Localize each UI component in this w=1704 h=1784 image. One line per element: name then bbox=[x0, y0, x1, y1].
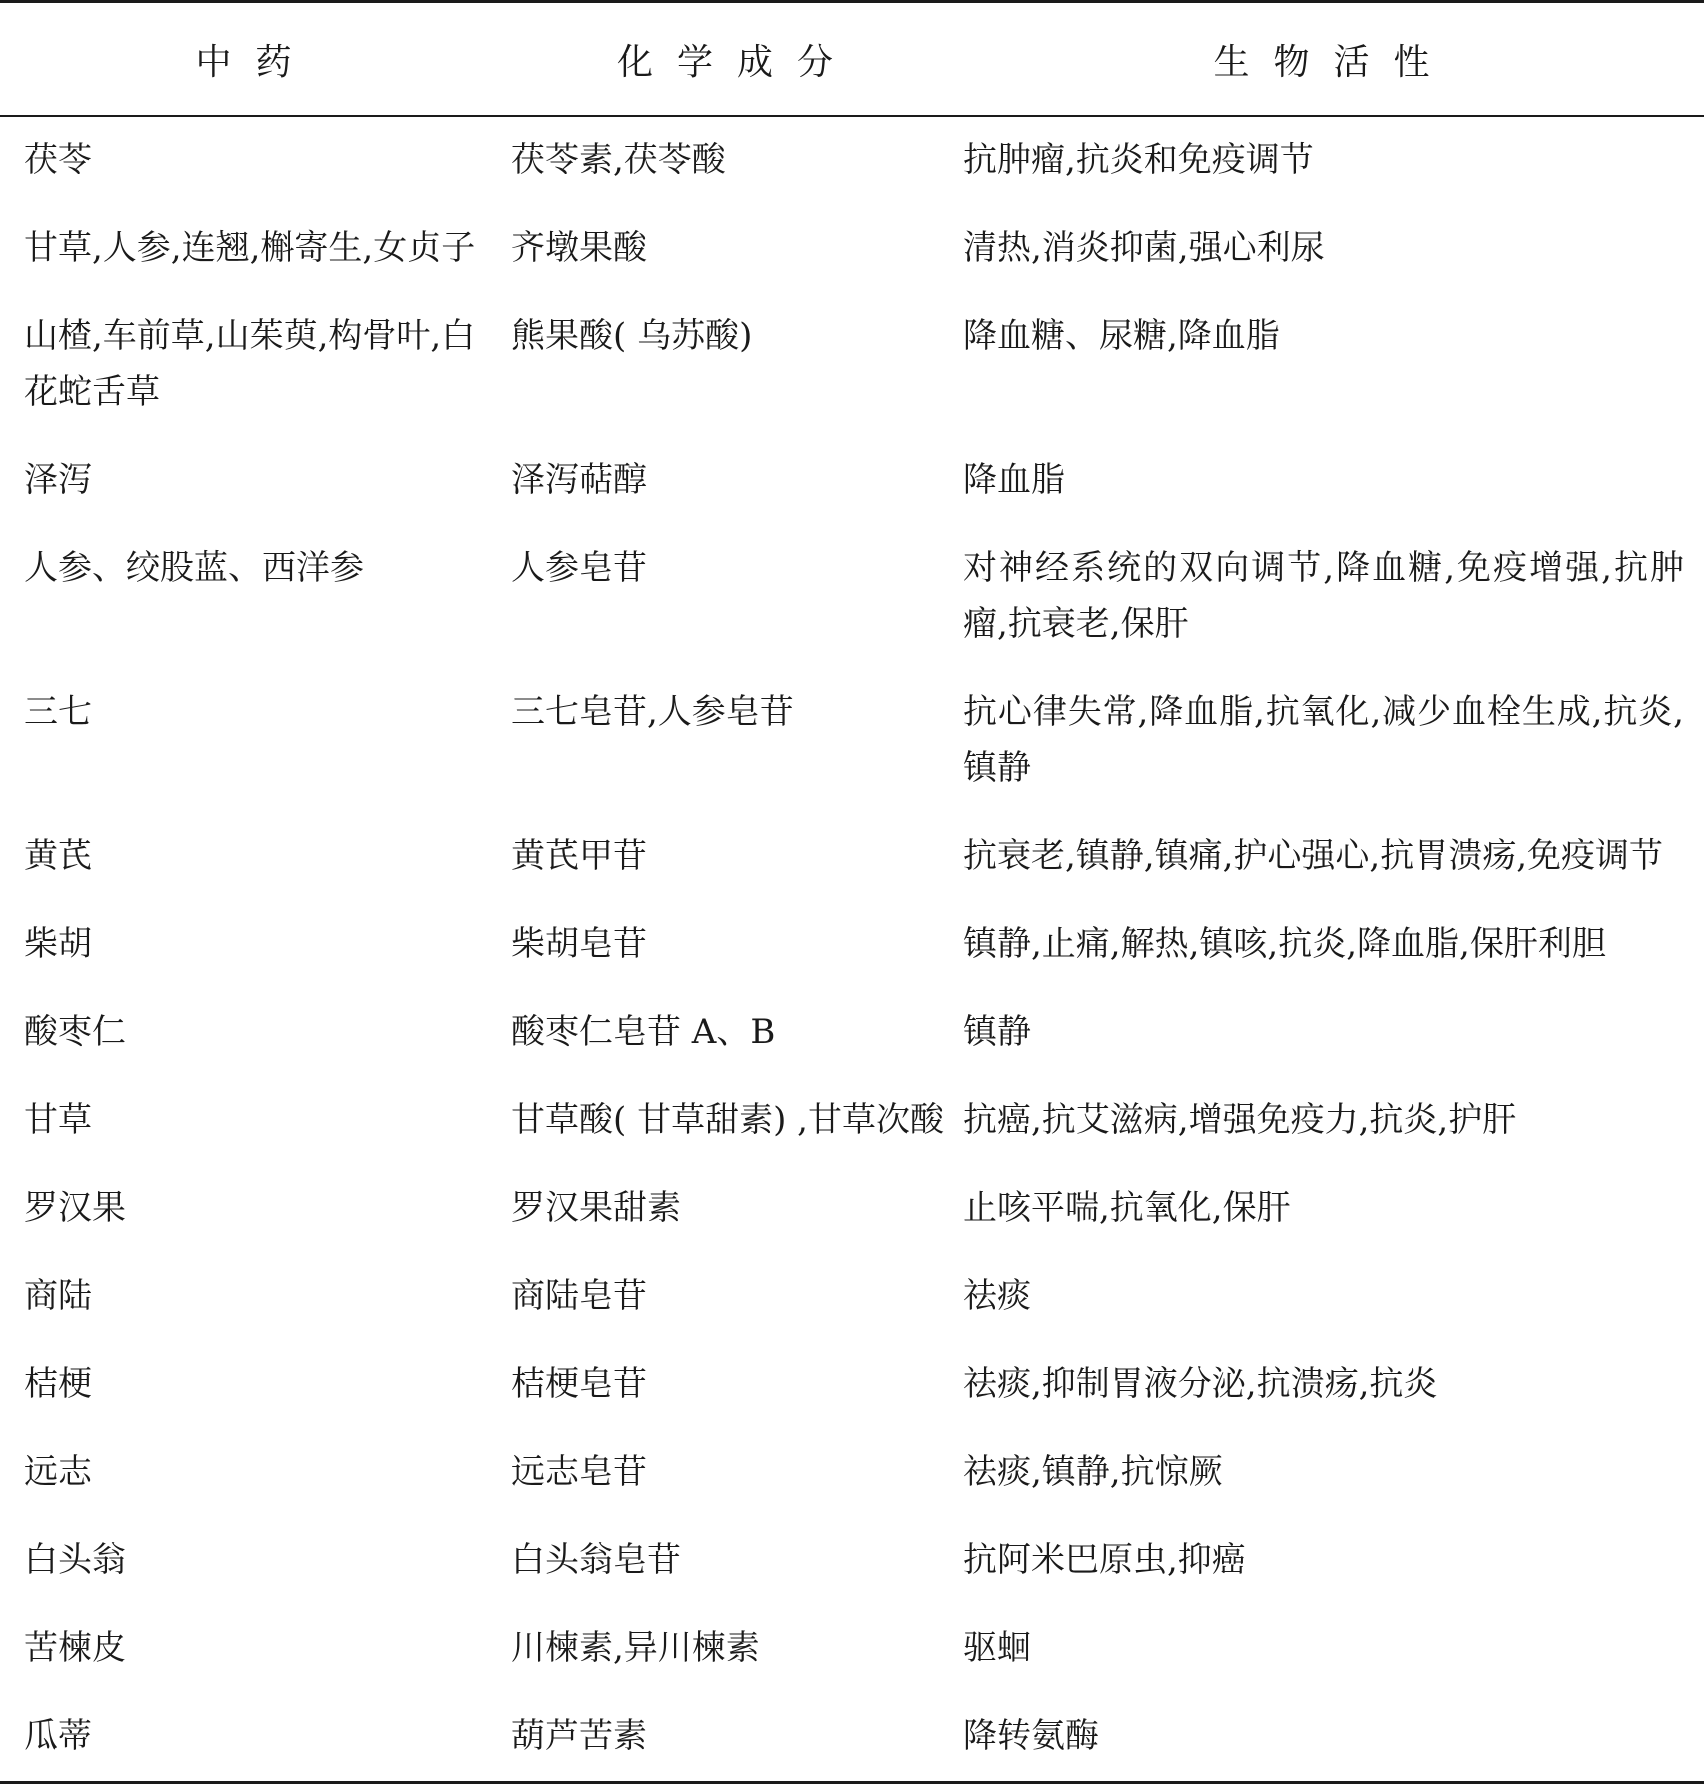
table-row bbox=[0, 669, 1704, 813]
table-row bbox=[0, 1077, 1704, 1165]
cell-component: 人参皂苷 bbox=[511, 548, 647, 588]
cell-component: 三七皂苷,人参皂苷 bbox=[511, 692, 794, 732]
cell-component: 罗汉果甜素 bbox=[511, 1188, 681, 1228]
cell-herb: 桔梗 bbox=[24, 1364, 92, 1404]
table-row bbox=[0, 1693, 1704, 1783]
cell-component: 酸枣仁皂苷 A、B bbox=[511, 1012, 776, 1052]
cell-component: 远志皂苷 bbox=[511, 1452, 647, 1492]
cell-herb: 三七 bbox=[24, 692, 92, 732]
table-row bbox=[0, 1605, 1704, 1693]
cell-herb: 罗汉果 bbox=[24, 1188, 126, 1228]
cell-component: 白头翁皂苷 bbox=[511, 1540, 681, 1580]
table-row bbox=[0, 901, 1704, 989]
cell-activity: 止咳平喘,抗氧化,保肝 bbox=[963, 1188, 1291, 1228]
cell-herb: 酸枣仁 bbox=[24, 1012, 126, 1052]
cell-herb: 远志 bbox=[24, 1452, 92, 1492]
table-row bbox=[0, 1253, 1704, 1341]
cell-component: 茯苓素,茯苓酸 bbox=[511, 140, 726, 180]
header-component: 化学成分 bbox=[616, 41, 857, 83]
cell-activity: 抗癌,抗艾滋病,增强免疫力,抗炎,护肝 bbox=[963, 1100, 1517, 1140]
cell-component: 桔梗皂苷 bbox=[511, 1364, 647, 1404]
cell-herb: 苦楝皮 bbox=[24, 1628, 126, 1668]
cell-herb: 甘草,人参,连翘,槲寄生,女贞子 bbox=[24, 228, 476, 268]
cell-activity: 抗肿瘤,抗炎和免疫调节 bbox=[963, 140, 1314, 180]
cell-activity: 驱蛔 bbox=[963, 1628, 1031, 1668]
cell-activity: 降血脂 bbox=[963, 460, 1065, 500]
table-header-row bbox=[0, 2, 1704, 117]
cell-herb: 白头翁 bbox=[24, 1540, 126, 1580]
table-row bbox=[0, 1341, 1704, 1429]
cell-herb: 泽泻 bbox=[24, 460, 92, 500]
cell-component: 齐墩果酸 bbox=[511, 228, 647, 268]
cell-herb: 黄芪 bbox=[24, 836, 92, 876]
cell-herb: 山楂,车前草,山茱萸,构骨叶,白花蛇舌草 bbox=[24, 316, 476, 412]
cell-herb: 甘草 bbox=[24, 1100, 92, 1140]
cell-activity: 抗阿米巴原虫,抑癌 bbox=[963, 1540, 1246, 1580]
table-row bbox=[0, 813, 1704, 901]
cell-herb: 茯苓 bbox=[24, 140, 92, 180]
cell-herb: 人参、绞股蓝、西洋参 bbox=[24, 548, 364, 588]
cell-activity: 镇静,止痛,解热,镇咳,抗炎,降血脂,保肝利胆 bbox=[963, 924, 1606, 964]
table-row bbox=[0, 1429, 1704, 1517]
table-row bbox=[0, 437, 1704, 525]
cell-activity: 降血糖、尿糖,降血脂 bbox=[963, 316, 1280, 356]
cell-component: 川楝素,异川楝素 bbox=[511, 1628, 760, 1668]
cell-herb: 瓜蒂 bbox=[24, 1716, 92, 1756]
cell-activity: 对神经系统的双向调节,降血糖,免疫增强,抗肿瘤,抗衰老,保肝 bbox=[963, 548, 1684, 644]
table-row bbox=[0, 989, 1704, 1077]
table-row bbox=[0, 293, 1704, 437]
cell-activity: 清热,消炎抑菌,强心利尿 bbox=[963, 228, 1325, 268]
header-activity: 生物活性 bbox=[1213, 41, 1454, 83]
cell-activity: 镇静 bbox=[963, 1012, 1031, 1052]
header-herb: 中药 bbox=[195, 41, 316, 83]
cell-component: 商陆皂苷 bbox=[511, 1276, 647, 1316]
cell-herb: 商陆 bbox=[24, 1276, 92, 1316]
table-row bbox=[0, 1165, 1704, 1253]
table-body bbox=[0, 116, 1704, 1783]
table-row bbox=[0, 1517, 1704, 1605]
cell-activity: 抗衰老,镇静,镇痛,护心强心,抗胃溃疡,免疫调节 bbox=[963, 836, 1664, 876]
cell-component: 黄芪甲苷 bbox=[511, 836, 647, 876]
cell-component: 熊果酸( 乌苏酸) bbox=[511, 316, 753, 356]
table-row bbox=[0, 116, 1704, 205]
cell-activity: 祛痰 bbox=[963, 1276, 1031, 1316]
cell-component: 葫芦苦素 bbox=[511, 1716, 647, 1756]
cell-component: 泽泻萜醇 bbox=[511, 460, 647, 500]
cell-component: 甘草酸( 甘草甜素) ,甘草次酸 bbox=[511, 1100, 944, 1140]
cell-activity: 降转氨酶 bbox=[963, 1716, 1099, 1756]
table-row bbox=[0, 205, 1704, 293]
cell-component: 柴胡皂苷 bbox=[511, 924, 647, 964]
cell-herb: 柴胡 bbox=[24, 924, 92, 964]
table-row bbox=[0, 525, 1704, 669]
cell-activity: 祛痰,抑制胃液分泌,抗溃疡,抗炎 bbox=[963, 1364, 1438, 1404]
cell-activity: 祛痰,镇静,抗惊厥 bbox=[963, 1452, 1223, 1492]
cell-activity: 抗心律失常,降血脂,抗氧化,减少血栓生成,抗炎,镇静 bbox=[963, 692, 1684, 788]
